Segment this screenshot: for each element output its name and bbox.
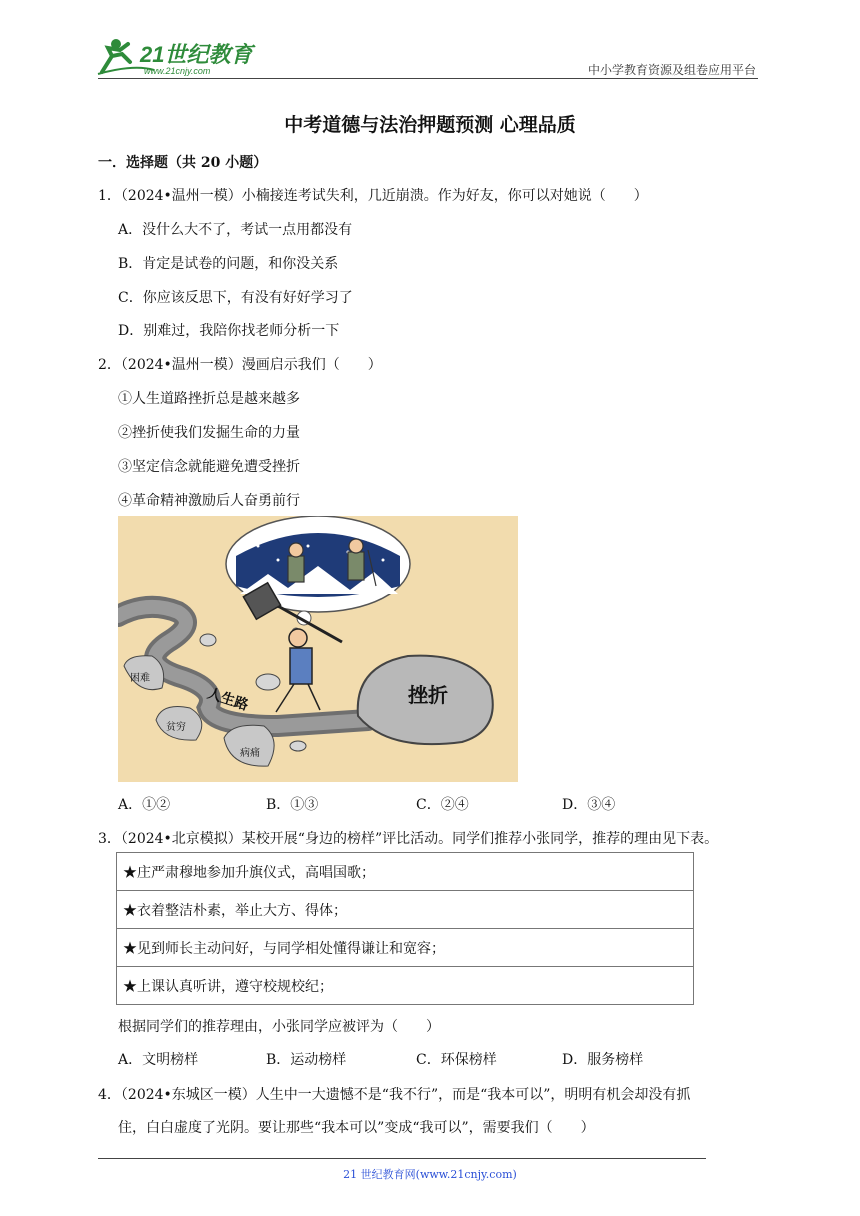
table-row: ★上课认真听讲，遵守校规校纪； <box>117 967 694 1005</box>
q2-item-3: ③坚定信念就能避免遭受挫折 <box>118 459 300 475</box>
section-heading: 一．选择题（共 20 小题） <box>98 155 268 171</box>
q3-option-a: A．文明榜样 <box>118 1052 199 1068</box>
svg-text:www.21cnjy.com: www.21cnjy.com <box>144 66 211 76</box>
table-row: ★衣着整洁朴素，举止大方、得体； <box>117 891 694 929</box>
q2-item-2: ②挫折使我们发掘生命的力量 <box>118 425 300 441</box>
q2-item-4: ④革命精神激励后人奋勇前行 <box>118 493 300 509</box>
question-4-line1: 4．（2024•东城区一模）人生中一大遗憾不是“我不行”，而是“我本可以”，明明有机会却没有抓 <box>98 1087 691 1103</box>
svg-text:病痛: 病痛 <box>240 748 260 759</box>
q1-option-a: A．没什么大不了，考试一点用都没有 <box>118 222 353 238</box>
header-divider <box>98 78 758 79</box>
question-1-stem: 1．（2024•温州一模）小楠接连考试失利，几近崩溃。作为好友，你可以对她说（ ） <box>98 188 648 204</box>
recommendation-table <box>116 852 694 1005</box>
q2-option-a: A．①② <box>118 797 171 813</box>
svg-text:人生路: 人生路 <box>205 684 251 713</box>
svg-text:困难: 困难 <box>130 673 150 684</box>
q1-option-d: D．别难过，我陪你找老师分析一下 <box>118 323 340 339</box>
platform-name: 中小学教育资源及组卷应用平台 <box>587 63 756 77</box>
q2-item-1: ①人生道路挫折总是越来越多 <box>118 391 300 407</box>
page-title: 中考道德与法治押题预测 心理品质 <box>284 114 576 136</box>
footer-divider <box>98 1158 706 1159</box>
site-logo <box>94 34 264 78</box>
question-3-follow: 根据同学们的推荐理由，小张同学应被评为（ ） <box>118 1019 440 1035</box>
svg-text:挫折: 挫折 <box>408 685 448 707</box>
q2-option-d: D．③④ <box>562 797 616 813</box>
question-4-line2: 住，白白虚度了光阴。要让那些“我本可以”变成“我可以”，需要我们（ ） <box>118 1120 595 1136</box>
table-row: ★见到师长主动问好，与同学相处懂得谦让和宽容； <box>117 929 694 967</box>
footer-link[interactable]: 21 世纪教育网(www.21cnjy.com) <box>343 1168 517 1181</box>
table-row: ★庄严肃穆地参加升旗仪式，高唱国歌； <box>117 853 694 891</box>
svg-text:贫穷: 贫穷 <box>166 722 186 733</box>
cartoon-image <box>118 516 518 782</box>
q1-option-c: C．你应该反思下，有没有好好学习了 <box>118 290 353 306</box>
question-3-stem: 3．（2024•北京模拟）某校开展“身边的榜样”评比活动。同学们推荐小张同学，推荐的理由见下表。 <box>98 831 719 847</box>
svg-text:21世纪教育: 21世纪教育 <box>140 42 253 67</box>
q3-option-c: C．环保榜样 <box>416 1052 497 1068</box>
q1-option-b: B．肯定是试卷的问题，和你没关系 <box>118 256 339 272</box>
question-2-stem: 2．（2024•温州一模）漫画启示我们（ ） <box>98 357 382 373</box>
q3-option-d: D．服务榜样 <box>562 1052 644 1068</box>
q2-option-b: B．①③ <box>266 797 319 813</box>
q2-option-c: C．②④ <box>416 797 469 813</box>
q3-option-b: B．运动榜样 <box>266 1052 347 1068</box>
